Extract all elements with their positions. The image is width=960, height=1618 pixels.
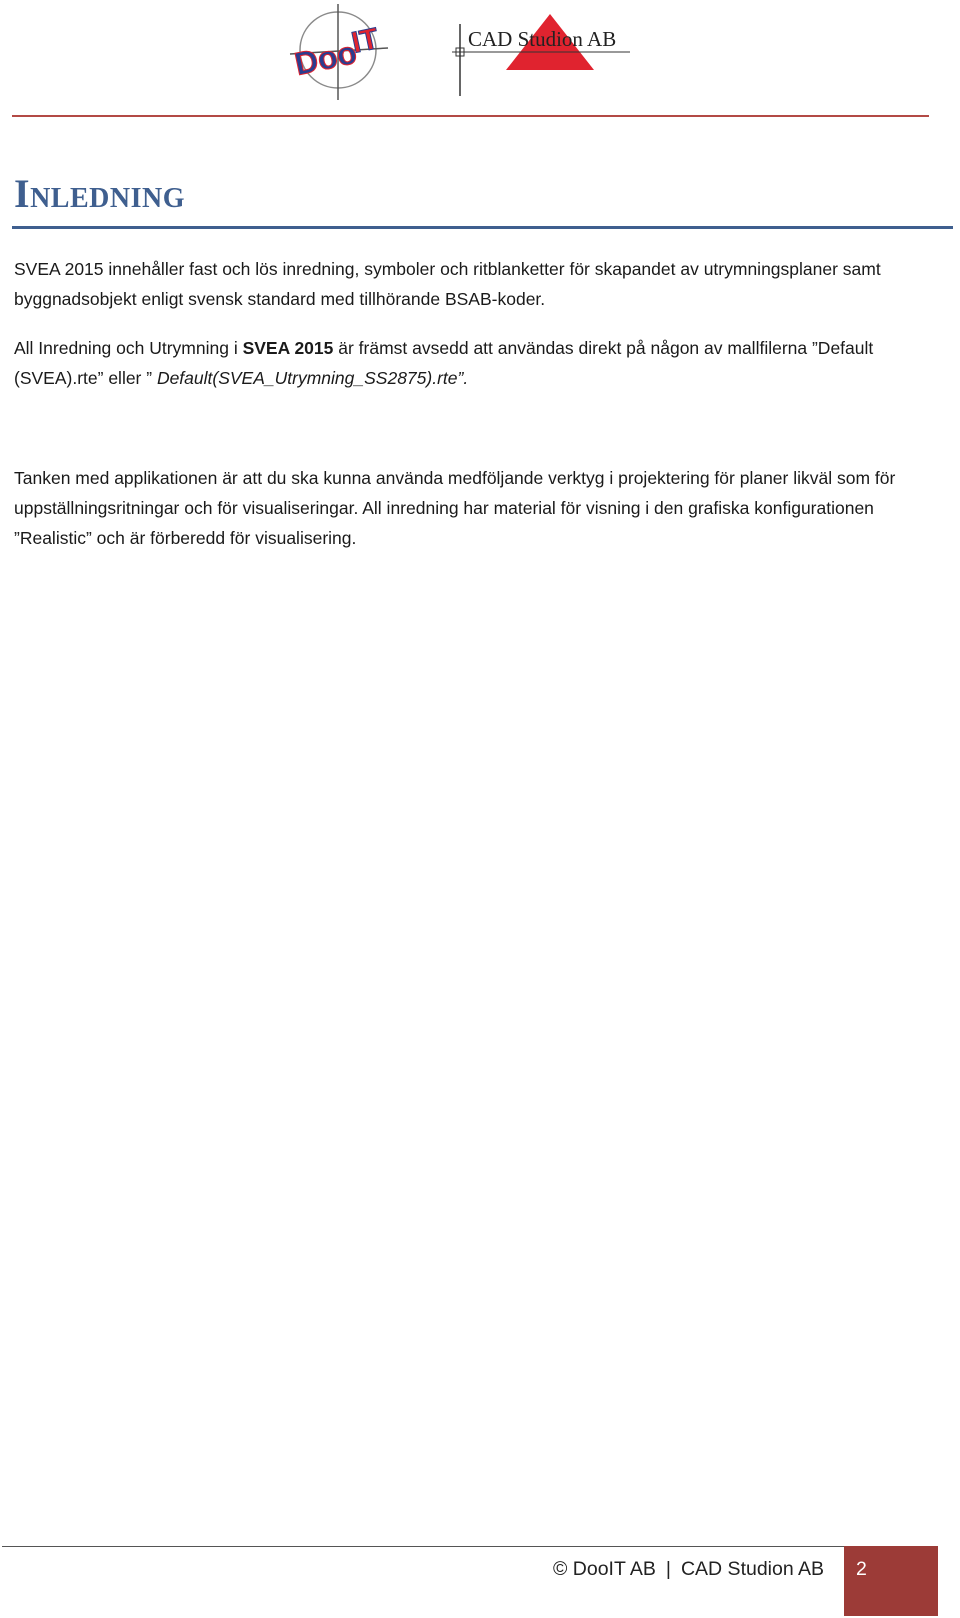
purpose-paragraph: Tanken med applikationen är att du ska kunna använda medföljande verktyg i projektering för planer likväl som för uppställningsritningar och för visualiseringar. All inredning har material för visning i den grafiska konfigurationen ”Realistic” och är förberedd för visualisering. <box>14 468 896 548</box>
header-divider <box>12 115 929 117</box>
product-name: SVEA 2015 <box>242 338 334 358</box>
template-text-a: All Inredning och Utrymning i <box>14 338 243 358</box>
template-text-b: är främst avsedd att användas direkt på någon av mallfilerna ”Default (SVEA).rte” eller ” <box>14 338 874 388</box>
template-paragraph <box>14 333 934 393</box>
dooit-logo <box>288 4 392 100</box>
header-logos <box>0 0 960 110</box>
footer-divider <box>2 1546 938 1547</box>
footer-companies <box>553 1553 824 1585</box>
title-underline <box>12 226 953 229</box>
svg-text:IT: IT <box>348 22 382 60</box>
page-number: 2 <box>856 1558 867 1580</box>
section-title: Inledning <box>14 171 185 216</box>
template-filename: Default(SVEA_Utrymning_SS2875).rte”. <box>152 368 469 388</box>
cad-studion-logo <box>452 4 652 100</box>
svg-text:Doo: Doo <box>291 34 360 83</box>
footer-separator: | <box>665 1558 671 1580</box>
footer-company-a: © DooIT AB <box>553 1558 656 1580</box>
intro-paragraph: SVEA 2015 innehåller fast och lös inredning, symboler och ritblanketter för skapandet av utrymningsplaner samt byggnadsobjekt enligt svensk standard med tillhörande BSAB-koder. <box>14 259 881 309</box>
footer-company-b: CAD Studion AB <box>680 1558 825 1580</box>
svg-text:CAD Studion AB: CAD Studion AB <box>468 27 617 51</box>
